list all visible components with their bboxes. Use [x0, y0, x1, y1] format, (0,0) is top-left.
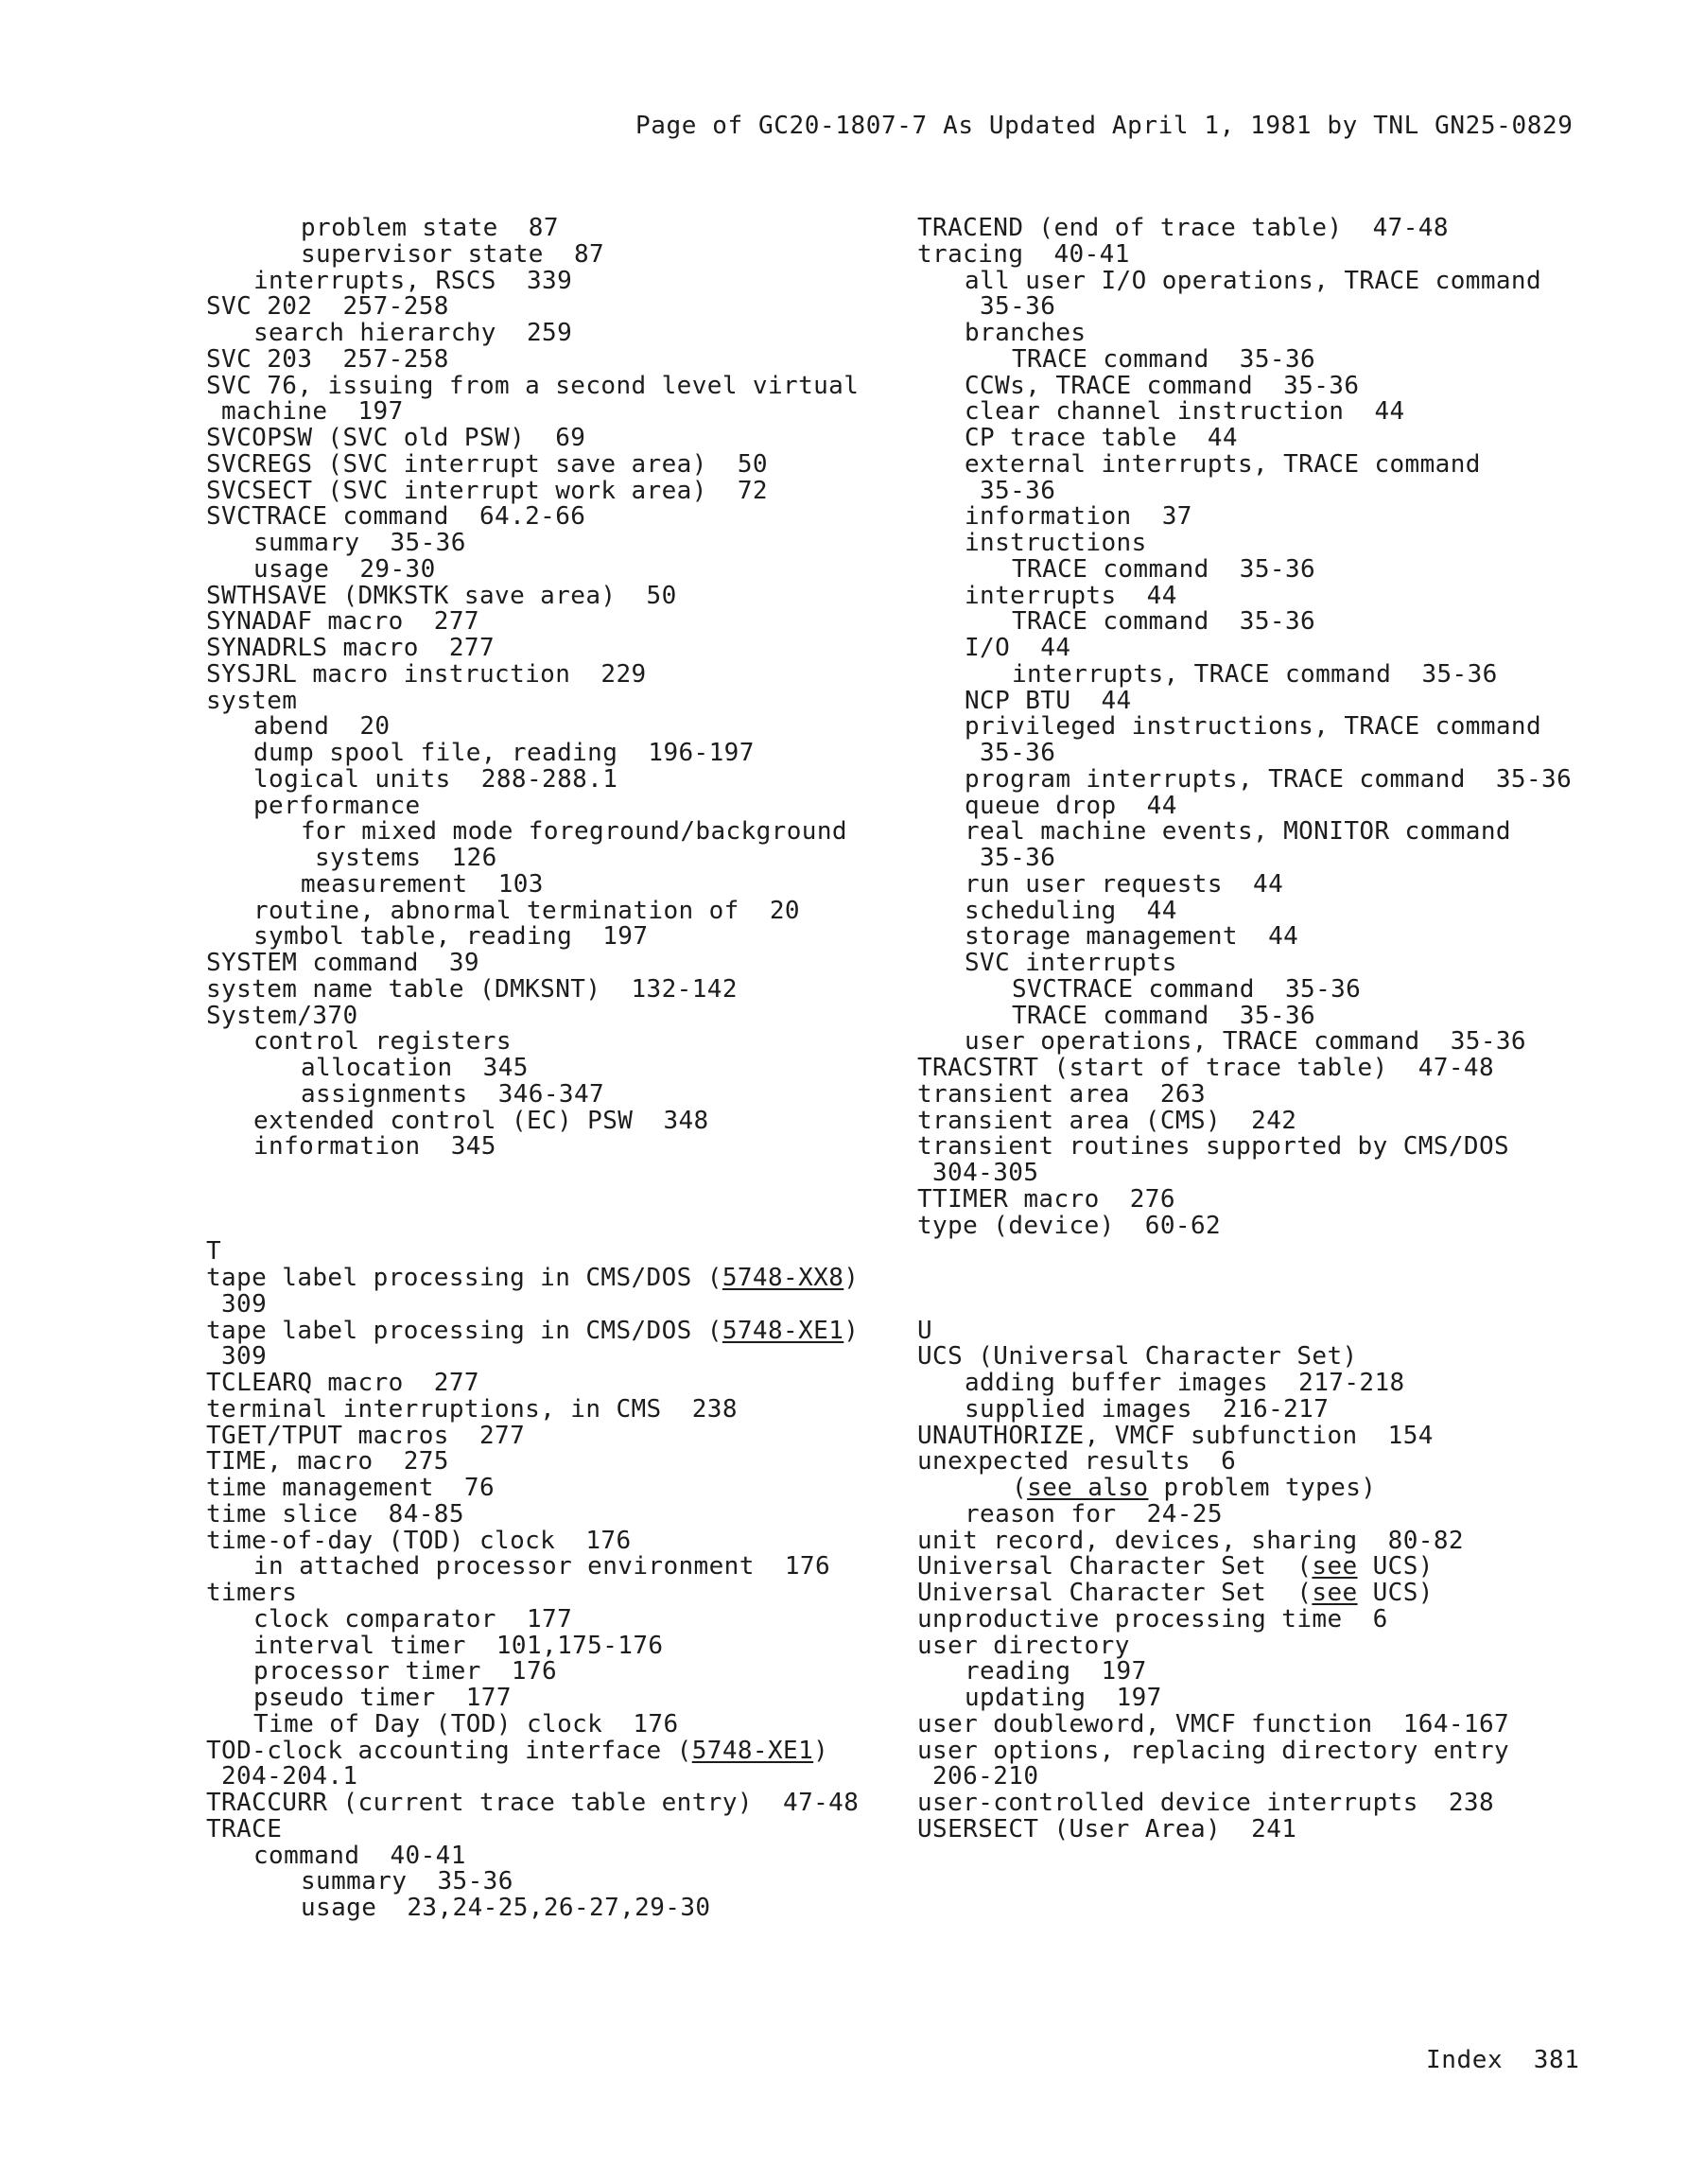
index-entry: performance — [253, 791, 421, 820]
index-entry: systems 126 — [315, 844, 497, 872]
index-entry: assignments 346-347 — [301, 1079, 605, 1109]
underlined-reference: 5748-XE1 — [722, 1316, 844, 1345]
index-entry: TCLEARQ macro 277 — [206, 1369, 479, 1397]
index-entry: 204-204.1 — [221, 1762, 358, 1791]
index-entry: Time of Day (TOD) clock 176 — [253, 1709, 679, 1738]
index-entry: 35-36 — [980, 844, 1056, 872]
index-entry-text: ) — [813, 1736, 829, 1765]
index-entry: 304-305 — [932, 1159, 1039, 1187]
index-entry: user options, replacing directory entry — [917, 1736, 1510, 1765]
index-entry: problem state 87 — [301, 214, 559, 242]
index-entry: transient area (CMS) 242 — [917, 1106, 1297, 1135]
index-entry: information 37 — [965, 502, 1192, 532]
index-entry: real machine events, MONITOR command — [965, 817, 1511, 847]
index-entry: machine 197 — [221, 397, 404, 427]
index-entry: time management 76 — [206, 1474, 496, 1502]
index-entry — [206, 1316, 887, 1345]
index-entry-text: tape label processing in CMS/DOS ( — [206, 1316, 722, 1345]
index-entry: System/370 — [206, 1001, 358, 1030]
index-entry: CP trace table 44 — [965, 424, 1238, 452]
index-entry: clock comparator 177 — [253, 1604, 573, 1634]
index-entry: SVC 203 257-258 — [206, 344, 449, 374]
index-entry — [917, 1239, 1598, 1266]
index-entry: CCWs, TRACE command 35-36 — [965, 371, 1360, 400]
index-entry: TRACE command 35-36 — [1012, 344, 1316, 374]
index-entry: unproductive processing time 6 — [917, 1604, 1388, 1634]
index-entry: TRACEND (end of trace table) 47-48 — [917, 214, 1449, 242]
index-entry: 35-36 — [980, 476, 1056, 505]
index-entry: SVCTRACE command 35-36 — [1012, 974, 1362, 1004]
index-entry: UNAUTHORIZE, VMCF subfunction 154 — [917, 1421, 1434, 1450]
index-entry: SYNADRLS macro 277 — [206, 634, 496, 662]
index-entry: interval timer 101,175-176 — [253, 1631, 664, 1660]
index-entry: SVC interrupts — [965, 949, 1177, 977]
index-entry-text: TOD-clock accounting interface ( — [206, 1736, 692, 1765]
index-entry: summary 35-36 — [253, 529, 466, 557]
index-entry-text: ( — [1012, 1474, 1028, 1502]
index-entry: abend 20 — [253, 712, 391, 742]
index-entry — [206, 1161, 887, 1187]
index-entry: program interrupts, TRACE command 35-36 — [965, 764, 1573, 794]
index-entry: T — [206, 1237, 222, 1267]
index-entry: interrupts 44 — [965, 581, 1177, 610]
index-entry: symbol table, reading 197 — [253, 922, 649, 952]
index-entry: tracing 40-41 — [917, 239, 1130, 269]
index-entry: allocation 345 — [301, 1054, 529, 1082]
index-entry: queue drop 44 — [965, 791, 1177, 820]
page-footer — [1426, 2046, 1580, 2074]
index-entry: SYSTEM command 39 — [206, 949, 479, 977]
index-entry: user-controlled device interrupts 238 — [917, 1789, 1495, 1817]
index-entry: privileged instructions, TRACE command — [965, 712, 1542, 742]
index-entry: SVCSECT (SVC interrupt work area) 72 — [206, 476, 768, 505]
index-entry: control registers — [253, 1027, 512, 1057]
index-column-left — [206, 216, 887, 1922]
index-entry: in attached processor environment 176 — [253, 1552, 831, 1581]
index-entry: TRACCURR (current trace table entry) 47-48 — [206, 1789, 860, 1817]
index-entry: processor timer 176 — [253, 1657, 558, 1686]
index-entry: UCS (Universal Character Set) — [917, 1342, 1358, 1372]
index-entry: NCP BTU 44 — [965, 686, 1132, 715]
index-entry: SYNADAF macro 277 — [206, 607, 479, 637]
index-entry: SWTHSAVE (DMKSTK save area) 50 — [206, 581, 677, 610]
index-entry: for mixed mode foreground/background — [301, 817, 847, 847]
index-entry: logical units 288-288.1 — [253, 764, 618, 794]
index-entry: TRACE command 35-36 — [1012, 554, 1316, 584]
page-number: 381 — [1533, 2046, 1580, 2074]
index-entry: transient area 263 — [917, 1079, 1207, 1109]
index-entry-text: UCS) — [1357, 1579, 1434, 1607]
index-entry-text: Universal Character Set ( — [917, 1552, 1313, 1581]
index-entry: reason for 24-25 — [965, 1499, 1223, 1529]
index-entry: reading 197 — [965, 1657, 1147, 1686]
index-entry: instructions — [965, 529, 1147, 557]
index-entry: measurement 103 — [301, 869, 544, 899]
index-entry: routine, abnormal termination of 20 — [253, 896, 800, 925]
index-entry: all user I/O operations, TRACE command — [965, 266, 1542, 295]
index-entry: usage 23,24-25,26-27,29-30 — [301, 1894, 711, 1922]
index-entry — [917, 1266, 1598, 1292]
index-entry: command 40-41 — [253, 1841, 466, 1870]
footer-label: Index — [1426, 2046, 1504, 2074]
index-entry: TRACSTRT (start of trace table) 47-48 — [917, 1054, 1495, 1082]
index-entry: 35-36 — [980, 739, 1056, 767]
index-entry: TGET/TPUT macros 277 — [206, 1421, 526, 1450]
index-entry: dump spool file, reading 196-197 — [253, 739, 755, 767]
underlined-reference: see also — [1027, 1474, 1149, 1502]
index-entry: usage 29-30 — [253, 554, 436, 584]
underlined-reference: 5748-XE1 — [691, 1736, 814, 1765]
index-entry: TRACE — [206, 1814, 283, 1843]
index-entry: unexpected results 6 — [917, 1447, 1237, 1476]
index-entry: branches — [965, 319, 1087, 347]
index-entry: user directory — [917, 1631, 1130, 1660]
index-entry: SVCREGS (SVC interrupt save area) 50 — [206, 449, 768, 479]
index-entry: supervisor state 87 — [301, 239, 605, 269]
index-entry: type (device) 60-62 — [917, 1211, 1222, 1240]
index-entry: clear channel instruction 44 — [965, 397, 1405, 427]
index-entry-text: UCS) — [1357, 1552, 1434, 1581]
index-entry: system — [206, 686, 298, 715]
index-entry-text: problem types) — [1148, 1474, 1377, 1502]
underlined-reference: see — [1312, 1579, 1358, 1607]
index-entry-text: ) — [844, 1264, 860, 1292]
index-entry: 309 — [221, 1342, 268, 1372]
underlined-reference: 5748-XX8 — [722, 1264, 844, 1292]
underlined-reference: see — [1312, 1552, 1358, 1581]
index-entry: SVC 202 257-258 — [206, 292, 449, 322]
index-entry: 206-210 — [932, 1762, 1039, 1791]
index-entry: USERSECT (User Area) 241 — [917, 1814, 1297, 1843]
index-entry: TRACE command 35-36 — [1012, 1001, 1316, 1030]
index-entry-text: ) — [844, 1316, 860, 1345]
index-entry: search hierarchy 259 — [253, 319, 573, 347]
index-entry: pseudo timer 177 — [253, 1684, 512, 1712]
index-entry: 35-36 — [980, 292, 1056, 322]
index-entry: SVCTRACE command 64.2-66 — [206, 502, 586, 532]
index-entry: time-of-day (TOD) clock 176 — [206, 1526, 632, 1555]
index-entry: updating 197 — [965, 1684, 1162, 1712]
index-entry: U — [917, 1316, 933, 1345]
index-entry — [917, 1476, 1598, 1502]
index-entry — [917, 1292, 1598, 1319]
index-column-right — [917, 216, 1598, 1843]
index-entry: SVCOPSW (SVC old PSW) 69 — [206, 424, 586, 452]
index-entry: extended control (EC) PSW 348 — [253, 1106, 709, 1135]
index-entry: 309 — [221, 1289, 268, 1319]
index-entry-text: tape label processing in CMS/DOS ( — [206, 1264, 722, 1292]
index-entry — [917, 1554, 1598, 1581]
index-entry: interrupts, RSCS 339 — [253, 266, 573, 295]
index-entry: summary 35-36 — [301, 1867, 513, 1896]
index-entry: I/O 44 — [965, 634, 1071, 662]
index-entry: user doubleword, VMCF function 164-167 — [917, 1709, 1510, 1738]
index-entry: system name table (DMKSNT) 132-142 — [206, 974, 738, 1004]
index-entry: SVC 76, issuing from a second level virtual — [206, 371, 860, 400]
index-entry: terminal interruptions, in CMS 238 — [206, 1394, 738, 1424]
index-entry: user operations, TRACE command 35-36 — [965, 1027, 1526, 1057]
index-entry: interrupts, TRACE command 35-36 — [1012, 659, 1498, 689]
index-entry-text: Universal Character Set ( — [917, 1579, 1313, 1607]
index-entry — [206, 1266, 887, 1292]
index-entry: time slice 84-85 — [206, 1499, 464, 1529]
index-entry: SYSJRL macro instruction 229 — [206, 659, 647, 689]
index-entry — [206, 1214, 887, 1240]
index-entry: TTIMER macro 276 — [917, 1184, 1175, 1214]
index-entry: timers — [206, 1579, 298, 1607]
index-entry: unit record, devices, sharing 80-82 — [917, 1526, 1464, 1555]
index-entry: scheduling 44 — [965, 896, 1177, 925]
index-entry: storage management 44 — [965, 922, 1299, 952]
index-entry: adding buffer images 217-218 — [965, 1369, 1405, 1397]
index-entry — [917, 1581, 1598, 1607]
page-header: Page of GC20-1807-7 As Updated April 1, 1981 by TNL GN25-0829 — [635, 112, 1574, 140]
index-entry: external interrupts, TRACE command — [965, 449, 1481, 479]
index-entry: information 345 — [253, 1132, 496, 1162]
index-entry: TIME, macro 275 — [206, 1447, 449, 1476]
index-entry — [206, 1187, 887, 1214]
index-entry: supplied images 216-217 — [965, 1394, 1330, 1424]
index-entry — [206, 1738, 887, 1765]
index-entry: transient routines supported by CMS/DOS — [917, 1132, 1510, 1162]
index-entry: run user requests 44 — [965, 869, 1284, 899]
index-entry: TRACE command 35-36 — [1012, 607, 1316, 637]
